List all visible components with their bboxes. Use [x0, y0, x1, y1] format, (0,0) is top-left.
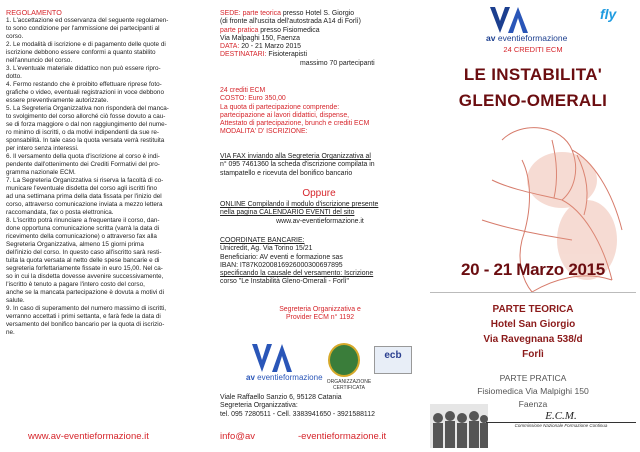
rule-line: ne.	[6, 329, 15, 336]
rule-line: versamento del bonifico bancario per la quota di iscrizio-	[6, 321, 165, 328]
rules-panel	[0, 0, 212, 452]
ecm-title: E.C.M.	[545, 410, 577, 422]
provider-line: Provider ECM n° 1192	[285, 314, 355, 322]
practice-line: Fisiomedica Via Malpighi 150	[477, 386, 589, 396]
modalita-text: MODALITA' D' ISCRIZIONE:	[220, 128, 308, 136]
rule-line: pendente dall'ottenimento dei Crediti Formativi del pro-	[6, 161, 160, 168]
av-logo-large	[484, 6, 568, 44]
sede-line2: (di fronte all'uscita dell'autostrada A14 di Forlì)	[220, 18, 361, 26]
info-panel	[212, 0, 426, 452]
online-line: nella pagina CALENDARIO EVENTI del sito	[220, 209, 355, 217]
rule-line: tuita la quota versata al netto delle spese bancarie e di	[6, 257, 160, 264]
rule-line: 4. Fermo restando che è proibito effettuare riprese foto-	[6, 81, 162, 88]
course-title	[426, 62, 640, 114]
bank-line: specificando la causale del versamento: Iscrizione	[220, 270, 374, 277]
logo-prefix: av	[486, 33, 496, 43]
theory-line: Hotel San Giorgio	[490, 319, 576, 330]
dest-value: Fisioterapisti	[266, 51, 308, 59]
cover-panel	[426, 0, 640, 452]
rule-line: 7. La Segreteria Organizzativa si riserva la facoltà di co-	[6, 177, 164, 184]
rule-line: corso.	[6, 33, 24, 40]
fax-line: VIA FAX inviando alla Segreteria Organizzativa al	[220, 153, 371, 160]
rule-line: grafiche o video, eventuali registrazioni in voce debbono	[6, 89, 164, 96]
theory-line: PARTE TEORICA	[492, 304, 574, 315]
ecm-subtitle: Commissione Nazionale Formazione Continua	[486, 422, 636, 428]
theory-block	[426, 302, 640, 362]
rule-line: 5. La Segreteria Organizzativa non risponderà del manca-	[6, 105, 169, 112]
sede-label: SEDE: parte teorica	[220, 10, 281, 17]
address-line: Viale Raffaello Sanzio 6, 95128 Catania	[220, 394, 342, 401]
rule-line: ro minimo di iscritti, o da motivi indipendenti da sue re-	[6, 129, 160, 136]
rule-line: segreteria forfettariamente fissate in euro 15,00. Nel ca-	[6, 265, 163, 272]
pricing-block	[220, 87, 420, 137]
rule-line: 6. Il versamento della quota d'iscrizione al corso è indi-	[6, 153, 160, 160]
ecm-logo	[486, 410, 636, 428]
rule-line: done opportuna comunicazione scritta (varrà la data di	[6, 225, 160, 232]
rule-line: essere preventivamente autorizzate.	[6, 97, 109, 104]
online-line: ONLINE Compilando il modulo d'iscrizione presente	[220, 201, 379, 208]
ecb-certification-logo	[374, 346, 412, 374]
online-site-link[interactable]: www.av-eventieformazione.it	[276, 217, 364, 225]
rule-line: nell'annuncio del corso.	[6, 57, 73, 64]
rule-line: to sono condizione per l'ammissione dei partecipanti al	[6, 25, 160, 32]
logo-text: eventieformazione	[497, 33, 568, 43]
quota-line: Attestato di partecipazione, brunch e crediti ECM	[220, 120, 370, 127]
rule-line: 9. In caso di superamento del numero massimo di iscritti,	[6, 305, 167, 312]
theory-line: Forlì	[522, 349, 544, 360]
oppure-text: Oppure	[302, 188, 336, 199]
logo-text: eventieformazione	[257, 373, 323, 382]
footer-website-link[interactable]: www.av-eventieformazione.it	[28, 431, 149, 442]
footer-email-b[interactable]: -eventieformazione.it	[298, 431, 387, 442]
org-cert-label: ORGANIZZAZIONE CERTIFICATA	[326, 379, 372, 391]
fly-logo: fly	[600, 6, 617, 22]
fax-block	[220, 153, 420, 178]
rule-line: gramma nazionale ECM.	[6, 169, 76, 176]
practice-line: PARTE PRATICA	[499, 373, 567, 383]
quota-line: La quota di partecipazione comprende:	[220, 103, 340, 111]
crediti-text: 24 crediti ECM	[220, 87, 266, 94]
rule-line: verranno accettati i primi settanta, e farà fede la data di	[6, 313, 161, 320]
provider-line: Segreteria Organizzativa e	[279, 306, 361, 313]
address-line: tel. 095 7280511 - Cell. 3383941650 - 3921588112	[220, 410, 375, 418]
rule-line: raccomandata, fax o posta elettronica.	[6, 209, 114, 216]
provider-block	[220, 306, 420, 323]
rule-line: iscrizione debbono essere conformi a quanto stabilito	[6, 49, 156, 56]
rule-line: anche se la mancata partecipazione è dovuta a motivi di	[6, 289, 164, 296]
rule-line: ad una settimana prima della data fissata per l'inizio del	[6, 193, 162, 200]
rule-line: salute.	[6, 297, 25, 304]
title-line-1: LE INSTABILITA'	[463, 65, 603, 84]
address-block	[220, 394, 426, 419]
rule-line: Segreteria Organizzativa, almeno 15 giorni prima	[6, 241, 144, 248]
rule-line: 8. L'iscritto potrà rinunciare a frequentare il corso, dan-	[6, 217, 160, 224]
rule-line: sponsabilità. In tale caso la quota versata verrà restituita	[6, 137, 165, 144]
bank-line: Beneficiario: AV eventi e formazione sas	[220, 253, 343, 261]
rule-line: so in cui la disdetta dovesse avvenire successivamente,	[6, 273, 164, 280]
rule-line: 3. L'eventuale materiale didattico non può essere ripro-	[6, 65, 161, 72]
rules-list	[6, 17, 206, 337]
footer-email-a[interactable]: info@av	[220, 431, 255, 442]
bank-line: corso "Le Instabilità Gleno-Omerali - Forlì"	[220, 278, 349, 286]
dest-line2: massimo 70 partecipanti	[300, 59, 375, 67]
practice-line: Faenza	[518, 399, 548, 409]
logo-prefix: av	[246, 373, 255, 382]
crediti-ecm: 24 CREDITI ECM	[503, 45, 563, 54]
rule-line: ricevimento della comunicazione) o attraverso fax alla	[6, 233, 157, 240]
bank-block	[220, 237, 420, 287]
title-line-2: GLENO-OMERALI	[458, 91, 608, 110]
rule-line: municare l'eventuale disdetta del corso agli iscritti fino	[6, 185, 158, 192]
data-label: DATA:	[220, 43, 240, 50]
rule-line: 2. Le modalità di iscrizione e di pagamento delle quote di	[6, 41, 166, 48]
divider	[430, 292, 636, 293]
iban-text: IBAN: IT87K0200816926000300697895	[220, 261, 343, 269]
sede-value: presso Hotel S. Giorgio	[280, 10, 355, 17]
av-logo-small	[246, 342, 323, 386]
venue-block	[220, 10, 420, 68]
rule-line: dell'inizio del corso. In questo caso all'iscritto sarà resti-	[6, 249, 162, 256]
course-dates: 20 - 21 Marzo 2015	[461, 260, 605, 279]
quota-line: partecipazione ai lavori didattici, dispense,	[220, 111, 350, 119]
people-group-image	[430, 404, 488, 448]
fax-line: n° 095 7461360 la scheda d'iscrizione compilata in	[220, 161, 375, 169]
costo-text: COSTO: Euro 350,00	[220, 95, 286, 103]
pratica-line2: Via Malpaghi 150, Faenza	[220, 34, 300, 42]
rule-line: l'iscritto è tenuto a pagare l'intero costo del corso,	[6, 281, 145, 288]
dest-label: DESTINATARI:	[220, 51, 267, 59]
rule-line: se di forza maggiore o dal non raggiungimento del nume-	[6, 121, 167, 128]
rule-line: corso, attraverso comunicazione inviata a mezzo lettera	[6, 201, 163, 208]
pratica-label: parte pratica	[220, 26, 259, 34]
rule-line: to svolgimento del corso allorché ciò fosse dovuto a cau-	[6, 113, 166, 120]
rule-line: 1. L'accettazione ed osservanza del seguente regolamen-	[6, 17, 169, 24]
address-line: Segreteria Organizzativa:	[220, 402, 298, 410]
theory-line: Via Ravegnana 538/d	[483, 334, 583, 345]
fax-line: stampatello e ricevuta del bonifico bancario	[220, 169, 353, 177]
rule-line: dotto.	[6, 73, 22, 80]
data-value: 20 - 21 Marzo 2015	[239, 43, 301, 50]
online-block	[220, 201, 420, 226]
certification-seal-icon	[328, 343, 360, 377]
rule-line: per intero senza interessi.	[6, 145, 79, 152]
bank-title: COORDINATE BANCARIE:	[220, 237, 305, 244]
bank-line: Unicredit, Ag. Via Torino 15/21	[220, 245, 313, 253]
pratica-value: presso Fisiomedica	[258, 26, 320, 34]
ecb-text: ecb	[384, 350, 402, 361]
rules-title: REGOLAMENTO	[6, 8, 62, 17]
